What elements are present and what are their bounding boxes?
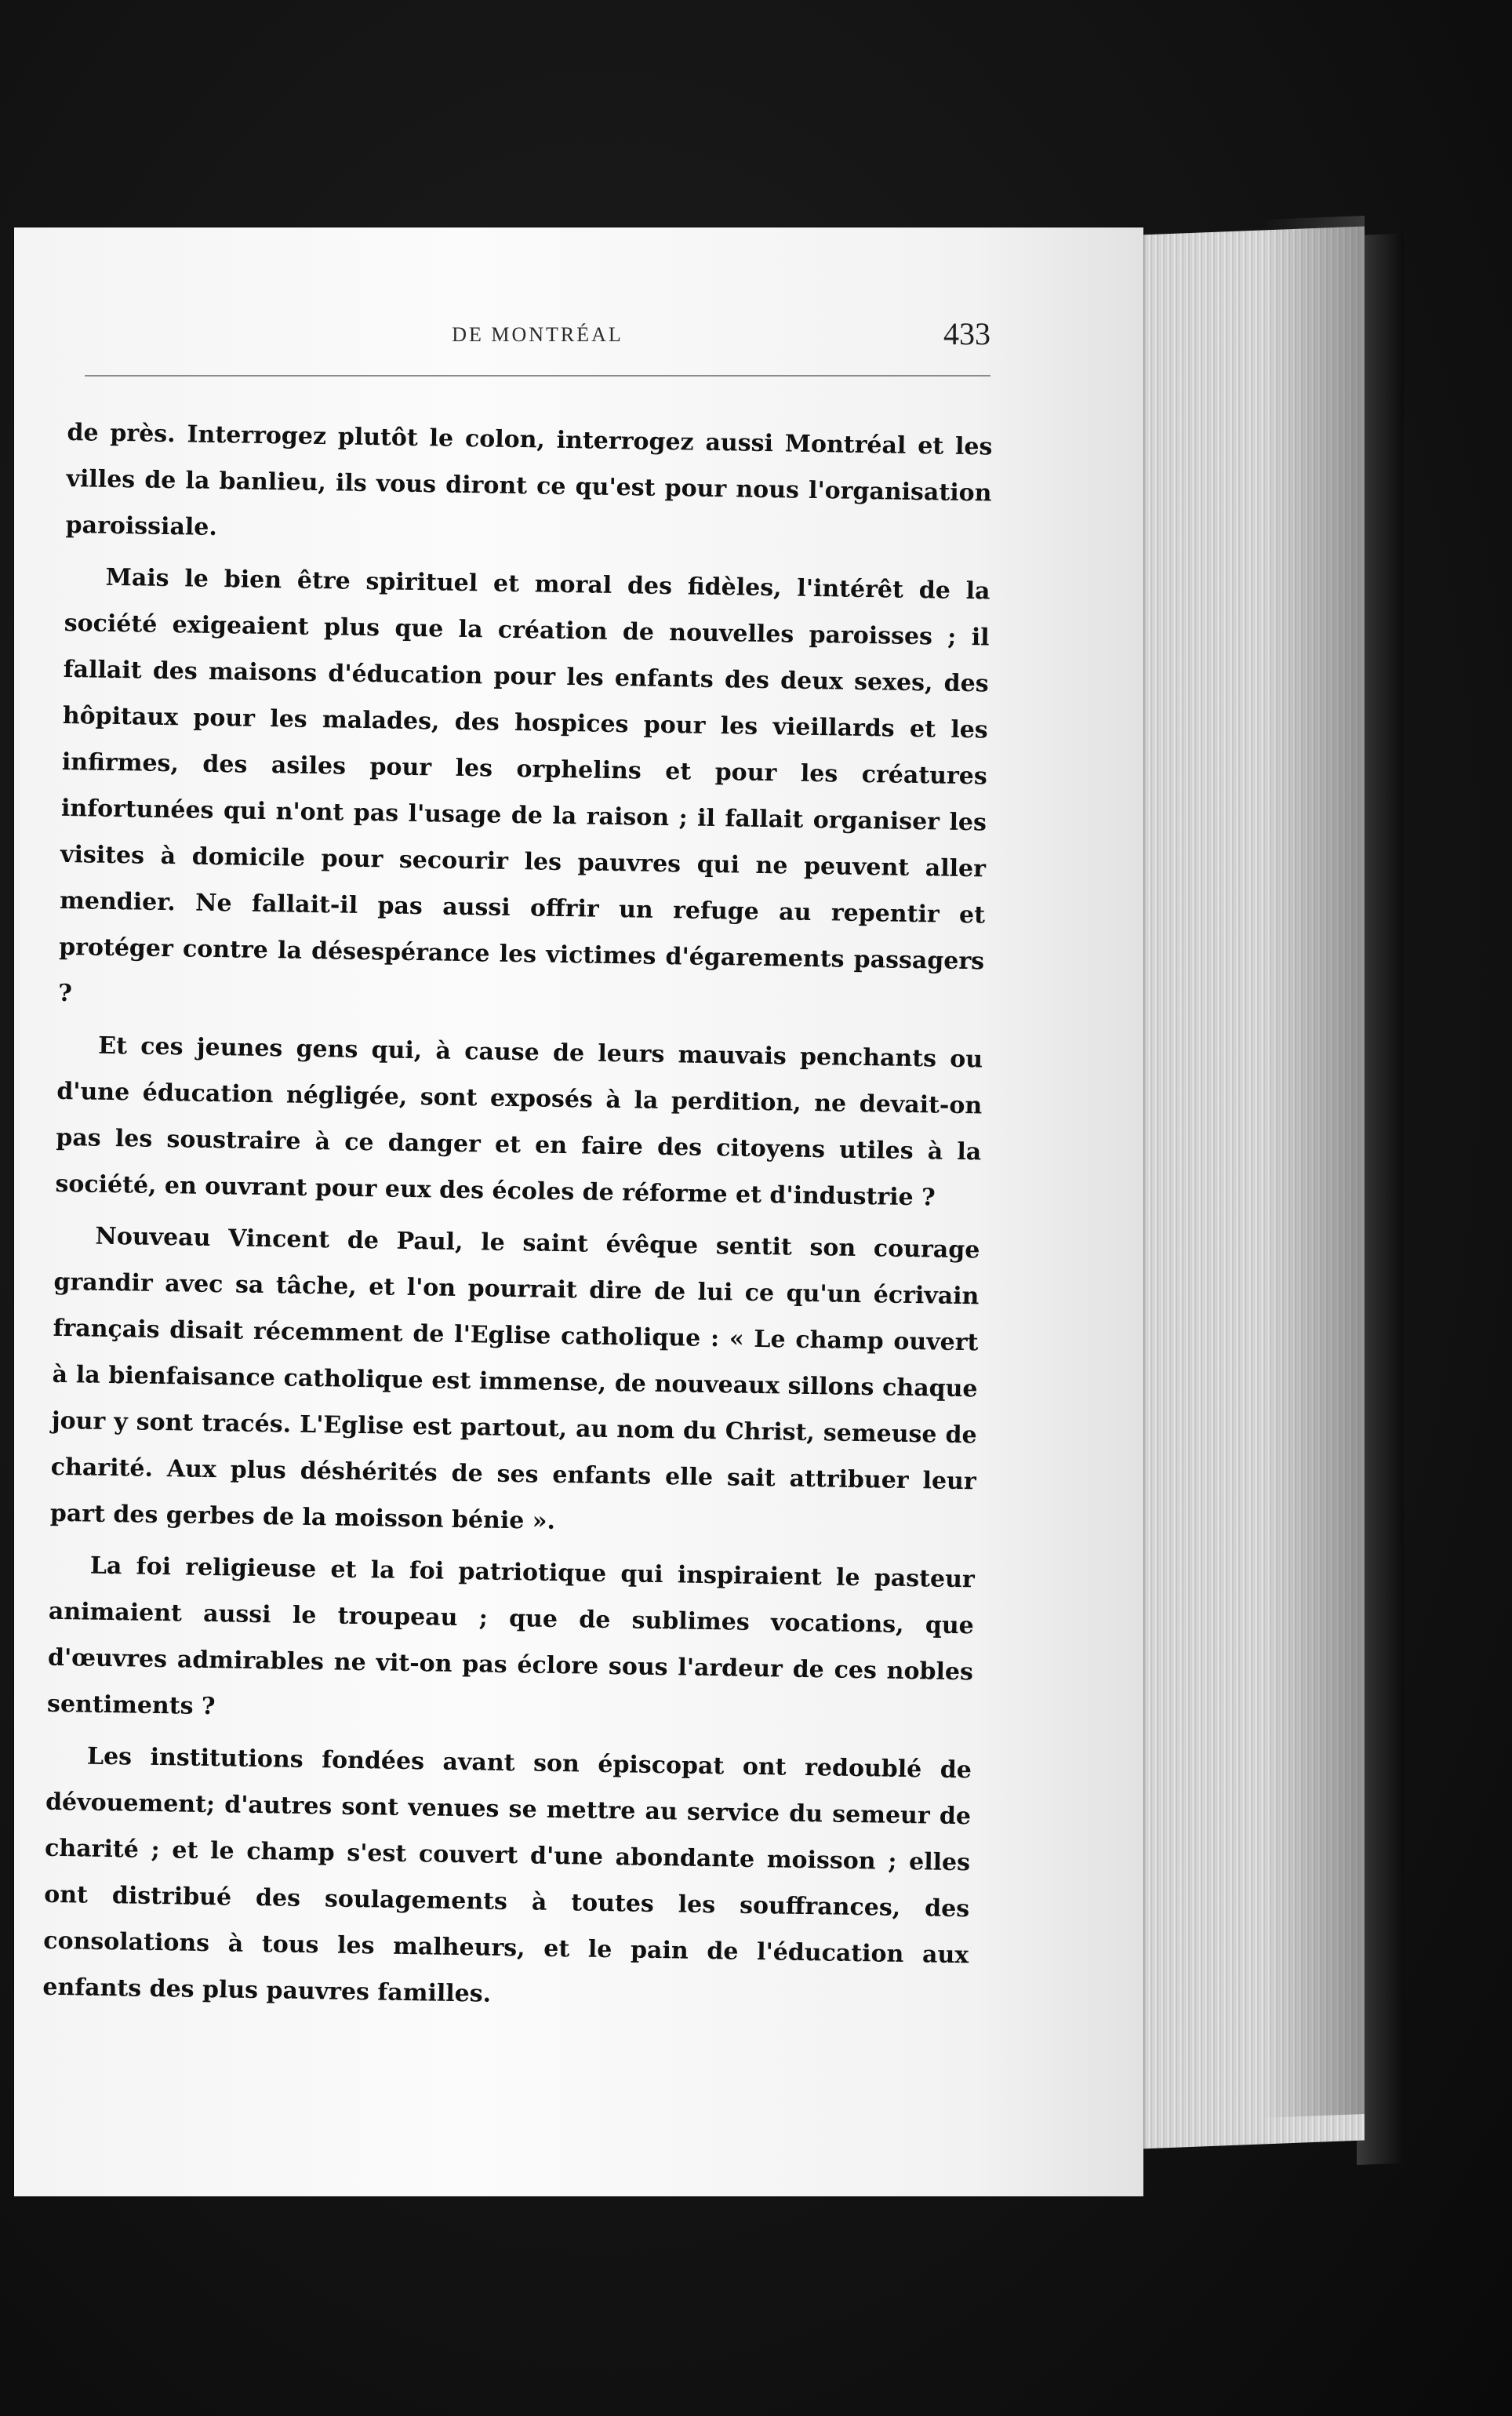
book-page-edges-shade	[1263, 216, 1365, 2118]
paragraph-5: La foi religieuse et la foi patriotique qui inspiraient le pasteur animaient aussi le troupeau ; que de sublimes vocations, que d'œuvres admirables ne vit-on pas éclore sous l'ardeur de ces nobles sentiments ?	[46, 1552, 975, 1721]
page-number: 433	[943, 316, 990, 351]
header-rule	[85, 375, 990, 377]
paragraph-4: Nouveau Vincent de Paul, le saint évêque sentit son courage grandir avec sa tâche, et l'on pourrait dire de lui ce qu'un écrivain français disait récemment de l'Eglise catholique : « Le champ ouvert à la bienfaisance catholique est immense, de nouveaux sillons chaque jour y sont tracés. L'Eglise est partout, au nom du Christ, semeuse de charité. Aux plus déshérités de ses enfants elle sait attribuer leur part des gerbes de la moisson bénie ».	[49, 1222, 980, 1535]
paragraph-2: Mais le bien être spirituel et moral des fidèles, l'intérêt de la société exigeaient plus que la création de nouvelles paroisses ; il fallait des maisons d'éducation pour les enfants des deux sexes, des hôpitaux pour les malades, des hospices pour les vieillards et les infirmes, des asiles pour les orphelins et pour les créatures infortunées qui n'ont pas l'usage de la raison ; il fallait organiser les visites à domicile pour secourir les pauvres qui ne peuvent aller mendier. Ne fallait-il pas aussi offrir un refuge au repentir et protéger contre la désespérance les victimes d'égarements passagers ?	[58, 563, 990, 1008]
running-head	[85, 315, 990, 370]
book-page	[14, 227, 1143, 2196]
paragraph-6: Les institutions fondées avant son épiscopat ont redoublé de dévouement; d'autres sont venues se mettre au service du semeur de charité ; et le champ s'est couvert d'une abondante moisson ; elles ont distribué des soulagements à toutes les souffrances, des consolations à tous les malheurs, et le pain de l'éducation aux enfants des plus pauvres familles.	[42, 1742, 972, 2008]
paragraph-3: Et ces jeunes gens qui, à cause de leurs mauvais penchants ou d'une éducation négligée, sont exposés à la perdition, ne devait-on pas les soustraire à ce danger et en faire des citoyens utiles à la société, en ouvrant pour eux des écoles de réforme et d'industrie ?	[55, 1032, 983, 1212]
body-text	[42, 409, 993, 2030]
paragraph-1: de près. Interrogez plutôt le colon, interrogez aussi Montréal et les villes de la banlieu, ils vous diront ce qu'est pour nous l'organisation paroissiale.	[65, 418, 993, 542]
running-title: DE MONTRÉAL	[452, 323, 623, 346]
